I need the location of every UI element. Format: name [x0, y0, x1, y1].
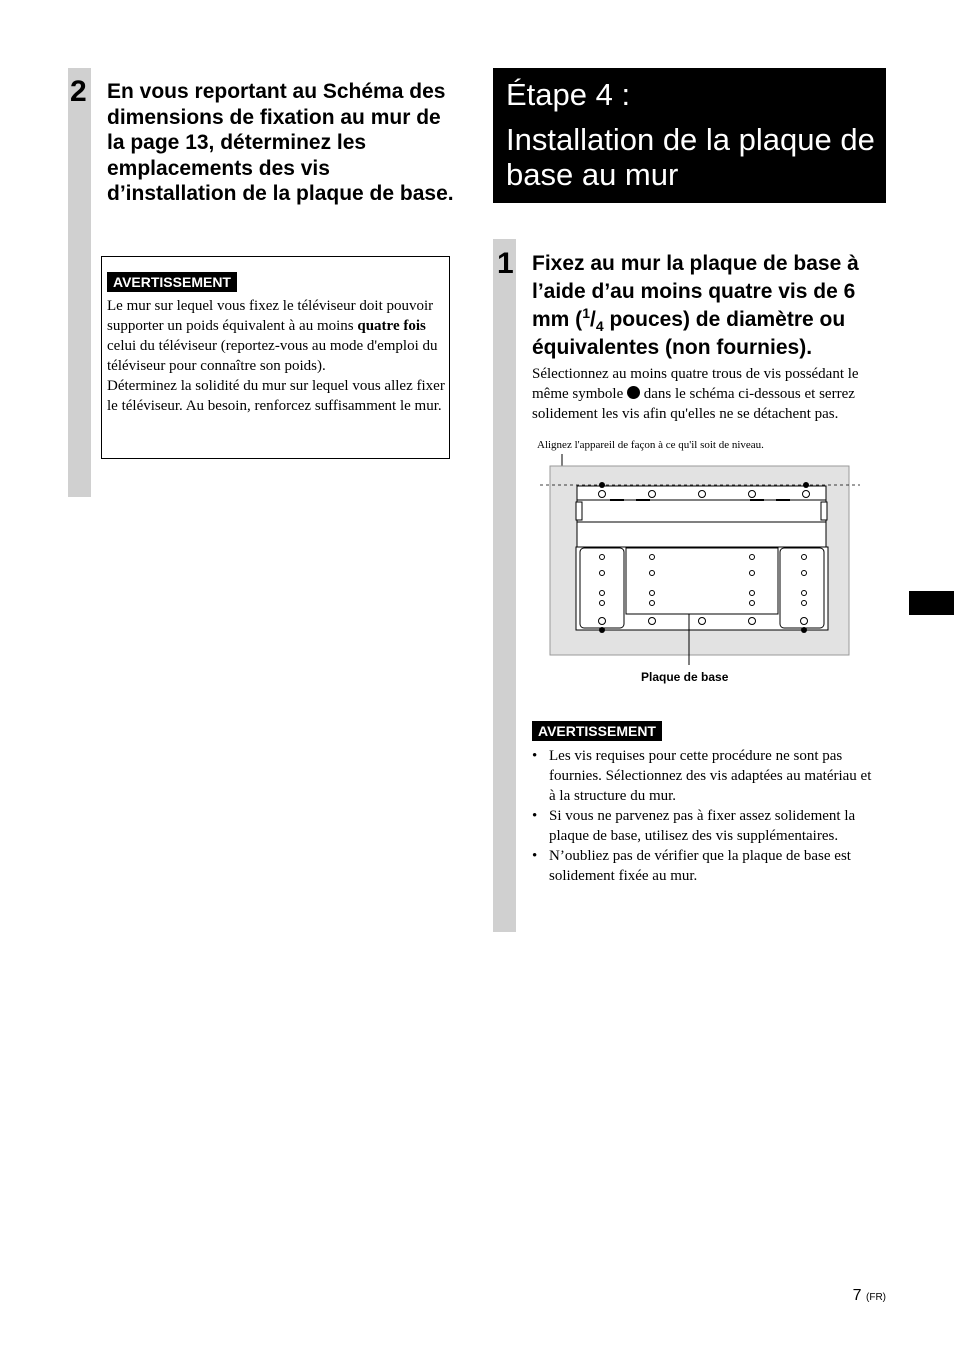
list-item: • Si vous ne parvenez pas à fixer assez solidement la plaque de base, utilisez des vis supplémentaires.: [532, 806, 877, 846]
section-title-line-1: Étape 4 :: [506, 77, 631, 112]
left-warning-label: AVERTISSEMENT: [107, 272, 237, 292]
right-step-heading: [532, 250, 892, 362]
right-body-part-1: Sélectionnez au moins quatre trous de vis possédant le même symbole: [532, 366, 859, 402]
diagram-caption-top: Alignez l'appareil de façon à ce qu'il soit de niveau.: [537, 439, 764, 451]
section-title-line-2: Installation de la plaque de base au mur: [506, 122, 875, 192]
page-number-value: 7: [852, 1287, 862, 1304]
fraction-slash: /: [589, 308, 596, 331]
list-item: • N’oubliez pas de vérifier que la plaque de base est solidement fixée au mur.: [532, 846, 877, 886]
right-step-bar: [493, 239, 516, 932]
left-warning-text-2: celui du téléviseur (reportez-vous au mode d'emploi du téléviseur pour connaître son poids).: [107, 338, 438, 374]
base-plate-diagram: [530, 450, 870, 665]
fraction-numerator: 1: [582, 305, 590, 321]
right-step-number: 1: [497, 247, 514, 280]
right-heading-part-2: pouces) de diamètre ou équivalentes (non fournies).: [532, 308, 846, 359]
right-warning-label: AVERTISSEMENT: [532, 721, 662, 741]
right-step-body: [532, 364, 888, 424]
diagram-caption-bottom: Plaque de base: [641, 670, 729, 684]
left-warning-text: [107, 296, 445, 416]
fraction-denominator: 4: [595, 318, 604, 335]
filled-circle-icon: [627, 386, 640, 399]
section-thumb-tab: [909, 591, 954, 615]
page-language: (FR): [866, 1292, 886, 1303]
page-number: [853, 1287, 886, 1305]
left-warning-box: [101, 256, 450, 459]
left-warning-text-1: Le mur sur lequel vous fixez le téléviseur doit pouvoir supporter un poids équivalent à au moins: [107, 298, 434, 334]
left-warning-text-3: Déterminez la solidité du mur sur lequel vous allez fixer le téléviseur. Au besoin, renforcez suffisamment le mur.: [107, 378, 445, 414]
left-step-number: 2: [70, 75, 87, 108]
list-item: • Les vis requises pour cette procédure ne sont pas fournies. Sélectionnez des vis adaptées au matériau et à la structure du mur.: [532, 746, 877, 806]
left-step-heading: En vous reportant au Schéma des dimensions de fixation au mur de la page 13, déterminez les emplacements des vis d’installation de la plaque de base.: [107, 80, 454, 205]
left-warning-text-bold: quatre fois: [357, 318, 426, 334]
left-step-bar: [68, 68, 91, 497]
right-heading-part-1: Fixez au mur la plaque de base à l’aide d’au moins quatre vis de 6 mm (: [532, 252, 859, 331]
right-body-part-2: dans le schéma ci-dessous et serrez solidement les vis afin qu'elles ne se détachent pas.: [532, 386, 855, 422]
right-warning-list: [532, 746, 877, 886]
section-title-box: [493, 68, 886, 203]
